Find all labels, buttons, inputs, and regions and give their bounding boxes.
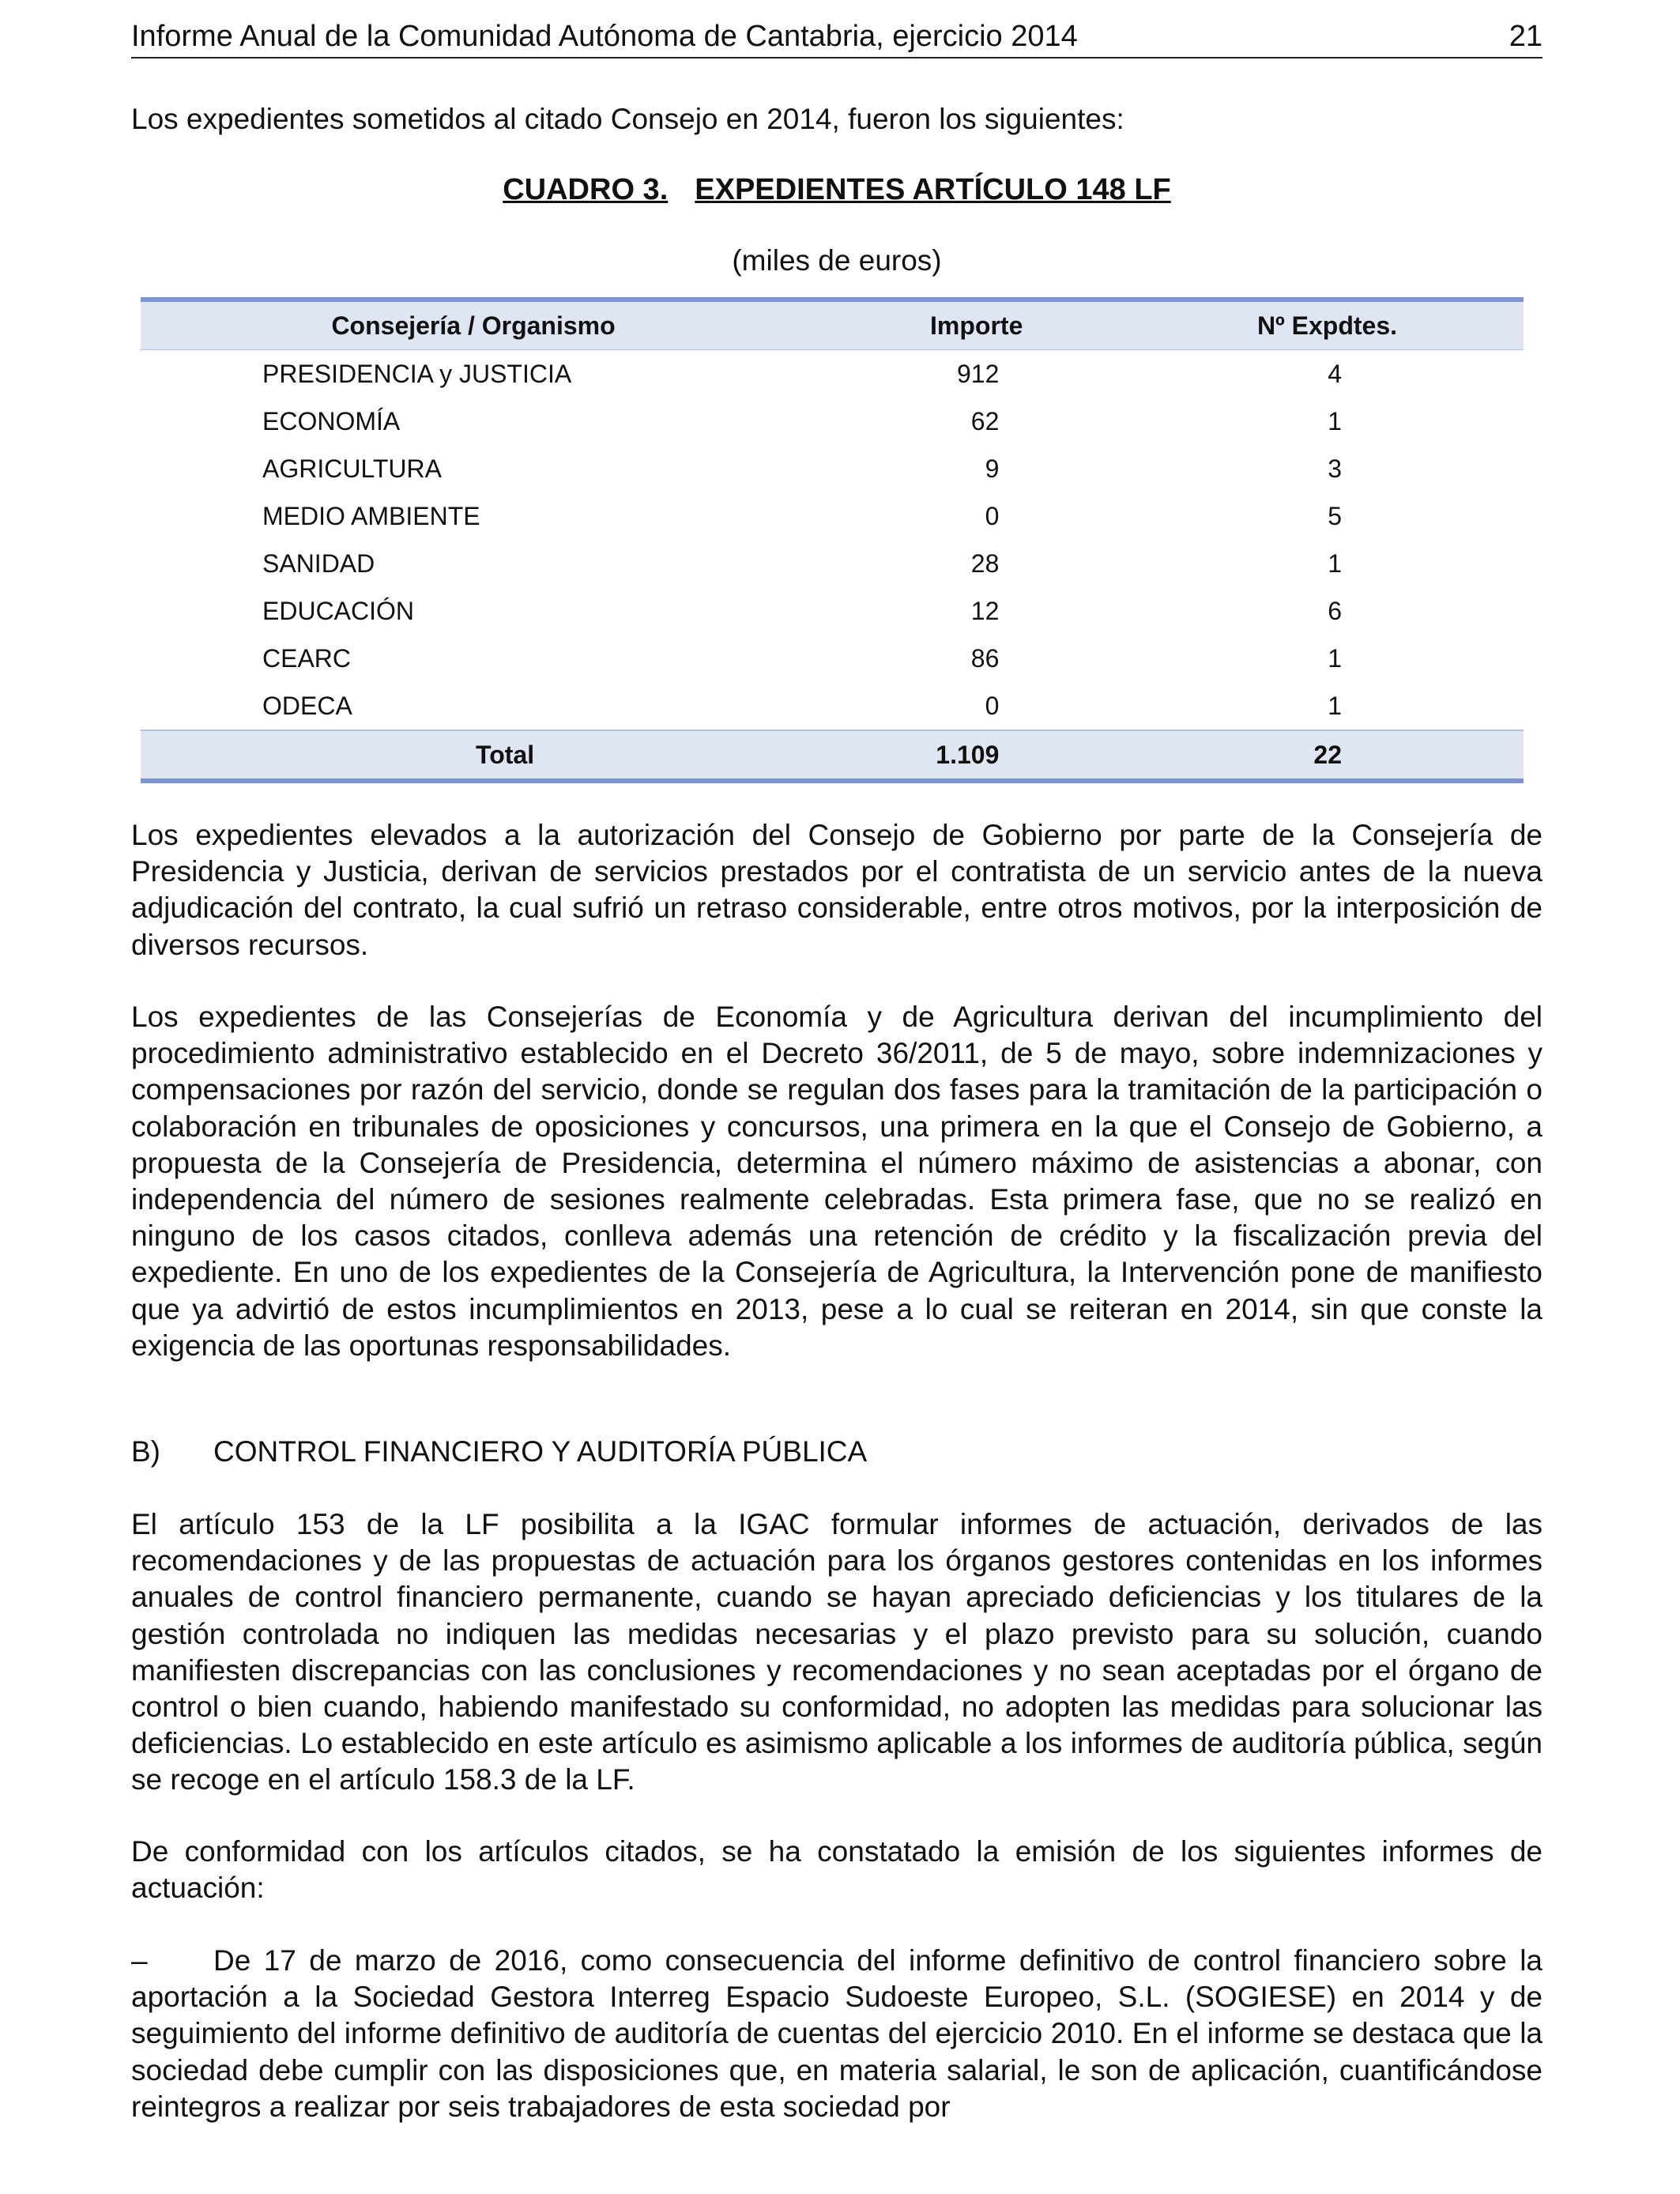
cell-organismo: AGRICULTURA [262, 454, 442, 483]
cell-expedientes: 1 [1328, 406, 1342, 435]
table-row [141, 635, 1524, 682]
total-importe: 1.109 [936, 740, 1000, 769]
total-expedientes: 22 [1313, 740, 1342, 769]
cell-expedientes: 4 [1328, 359, 1342, 388]
page-header [131, 16, 1543, 58]
cell-expedientes: 1 [1328, 643, 1342, 673]
table-title-text: EXPEDIENTES ARTÍCULO 148 LF [695, 173, 1171, 206]
section-title: CONTROL FINANCIERO Y AUDITORÍA PÚBLICA [213, 1435, 868, 1468]
table-title-number: CUADRO 3. [503, 173, 669, 206]
cell-importe: 62 [970, 406, 1000, 435]
bullet-dash: – [131, 1944, 148, 1977]
paragraph-economia-agricultura: Los expedientes de las Consejerías de Economía y de Agricultura derivan del incumplimiento del procedimiento administrativo establecido en el Decreto 36/2011, de 5 de mayo, sobre indemnizaciones y compensaciones por razón del servicio, donde se regulan dos fases para la tramitación de la participación o colaboración en tribunales de oposiciones y concursos, una primera en la que el Consejo de Gobierno, a propuesta de la Consejería de Presidencia, determina el número máximo de asistencias a abonar, con independencia del número de sesiones realmente celebradas. Esta primera fase, que no se realizó en ninguno de los casos citados, conlleva además una retención de crédito y la fiscalización previa del expediente. En uno de los expedientes de la Consejería de Agricultura, la Intervención pone de manifiesto que ya advirtió de estos incumplimientos en 2013, pese a lo cual se reiteran en 2014, sin que conste la exigencia de las oportunas responsabilidades. [131, 1001, 1543, 1362]
table-row [141, 682, 1524, 730]
cell-organismo: MEDIO AMBIENTE [262, 501, 480, 530]
table-row [141, 587, 1524, 635]
table-title [131, 169, 1543, 210]
table-row [141, 540, 1524, 587]
intro-paragraph: Los expedientes sometidos al citado Consejo en 2014, fueron los siguientes: [131, 103, 1124, 135]
table-row [141, 492, 1524, 540]
cell-importe: 9 [985, 454, 1000, 483]
table-row [141, 398, 1524, 445]
cell-importe: 28 [970, 548, 1000, 578]
cell-importe: 0 [985, 501, 1000, 530]
cell-importe: 0 [985, 691, 1000, 720]
cell-expedientes: 1 [1328, 691, 1342, 720]
cell-organismo: ODECA [262, 691, 352, 720]
cell-organismo: EDUCACIÓN [262, 596, 415, 625]
cell-organismo: PRESIDENCIA y JUSTICIA [262, 359, 572, 388]
table-header-row [141, 300, 1524, 350]
bullet-item [131, 1943, 1543, 2125]
cell-expedientes: 3 [1328, 454, 1342, 483]
table-row [141, 350, 1524, 398]
bullet-text: De 17 de marzo de 2016, como consecuencia del informe definitivo de control financiero sobre la aportación a la Sociedad Gestora Interreg Espacio Sudoeste Europeo, S.L. (SOGIESE) en 2014 y de seguimiento del informe definitivo de auditoría de cuentas del ejercicio 2010. En el informe se destaca que la sociedad debe cumplir con las disposiciones que, en materia salarial, le son de aplicación, cuantificándose reintegros a realizar por seis trabajadores de esta sociedad por [131, 1944, 1543, 2123]
column-header-expedientes: Nº Expdtes. [1256, 311, 1397, 340]
total-label: Total [476, 740, 535, 769]
cell-expedientes: 1 [1328, 548, 1342, 578]
page-number: 21 [1509, 20, 1543, 53]
cell-importe: 86 [970, 643, 1000, 673]
cell-expedientes: 5 [1328, 501, 1342, 530]
paragraph-articulo-153: El artículo 153 de la LF posibilita a la IGAC formular informes de actuación, derivados de las recomendaciones y de las propuestas de actuación para los órganos gestores contenidas en los informes anuales de control financiero permanente, cuando se hayan apreciado deficiencias y los titulares de la gestión controlada no indiquen las medidas necesarias y el plazo previsto para su solución, cuando manifiesten discrepancias con las conclusiones y recomendaciones y no sean aceptadas por el órgano de control o bien cuando, habiendo manifestado su conformidad, no adopten las medidas para solucionar las deficiencias. Lo establecido en este artículo es asimismo aplicable a los informes de auditoría pública, según se recoge en el artículo 158.3 de la LF. [131, 1508, 1543, 1796]
cell-organismo: ECONOMÍA [262, 406, 401, 435]
table-total-row [141, 730, 1524, 781]
cell-organismo: CEARC [262, 643, 352, 673]
paragraph-presidencia: Los expedientes elevados a la autorización del Consejo de Gobierno por parte de la Consejería de Presidencia y Justicia, derivan de servicios prestados por el contratista de un servicio antes de la nueva adjudicación del contrato, la cual sufrió un retraso considerable, entre otros motivos, por la interposición de diversos recursos. [131, 819, 1543, 961]
column-header-consejeria: Consejería / Organismo [331, 311, 616, 340]
cell-importe: 12 [970, 596, 1000, 625]
section-letter: B) [131, 1435, 160, 1468]
cell-importe: 912 [956, 359, 1000, 388]
cell-organismo: SANIDAD [262, 548, 375, 578]
cell-expedientes: 6 [1328, 596, 1342, 625]
column-header-importe: Importe [930, 311, 1023, 340]
paragraph-conformidad: De conformidad con los artículos citados, se ha constatado la emisión de los siguientes informes de actuación: [131, 1835, 1543, 1905]
header-title: Informe Anual de la Comunidad Autónoma de Cantabria, ejercicio 2014 [131, 20, 1078, 53]
expedientes-table [141, 297, 1524, 783]
section-heading [131, 1434, 1543, 1470]
table-row [141, 445, 1524, 492]
table-units: (miles de euros) [732, 244, 942, 277]
